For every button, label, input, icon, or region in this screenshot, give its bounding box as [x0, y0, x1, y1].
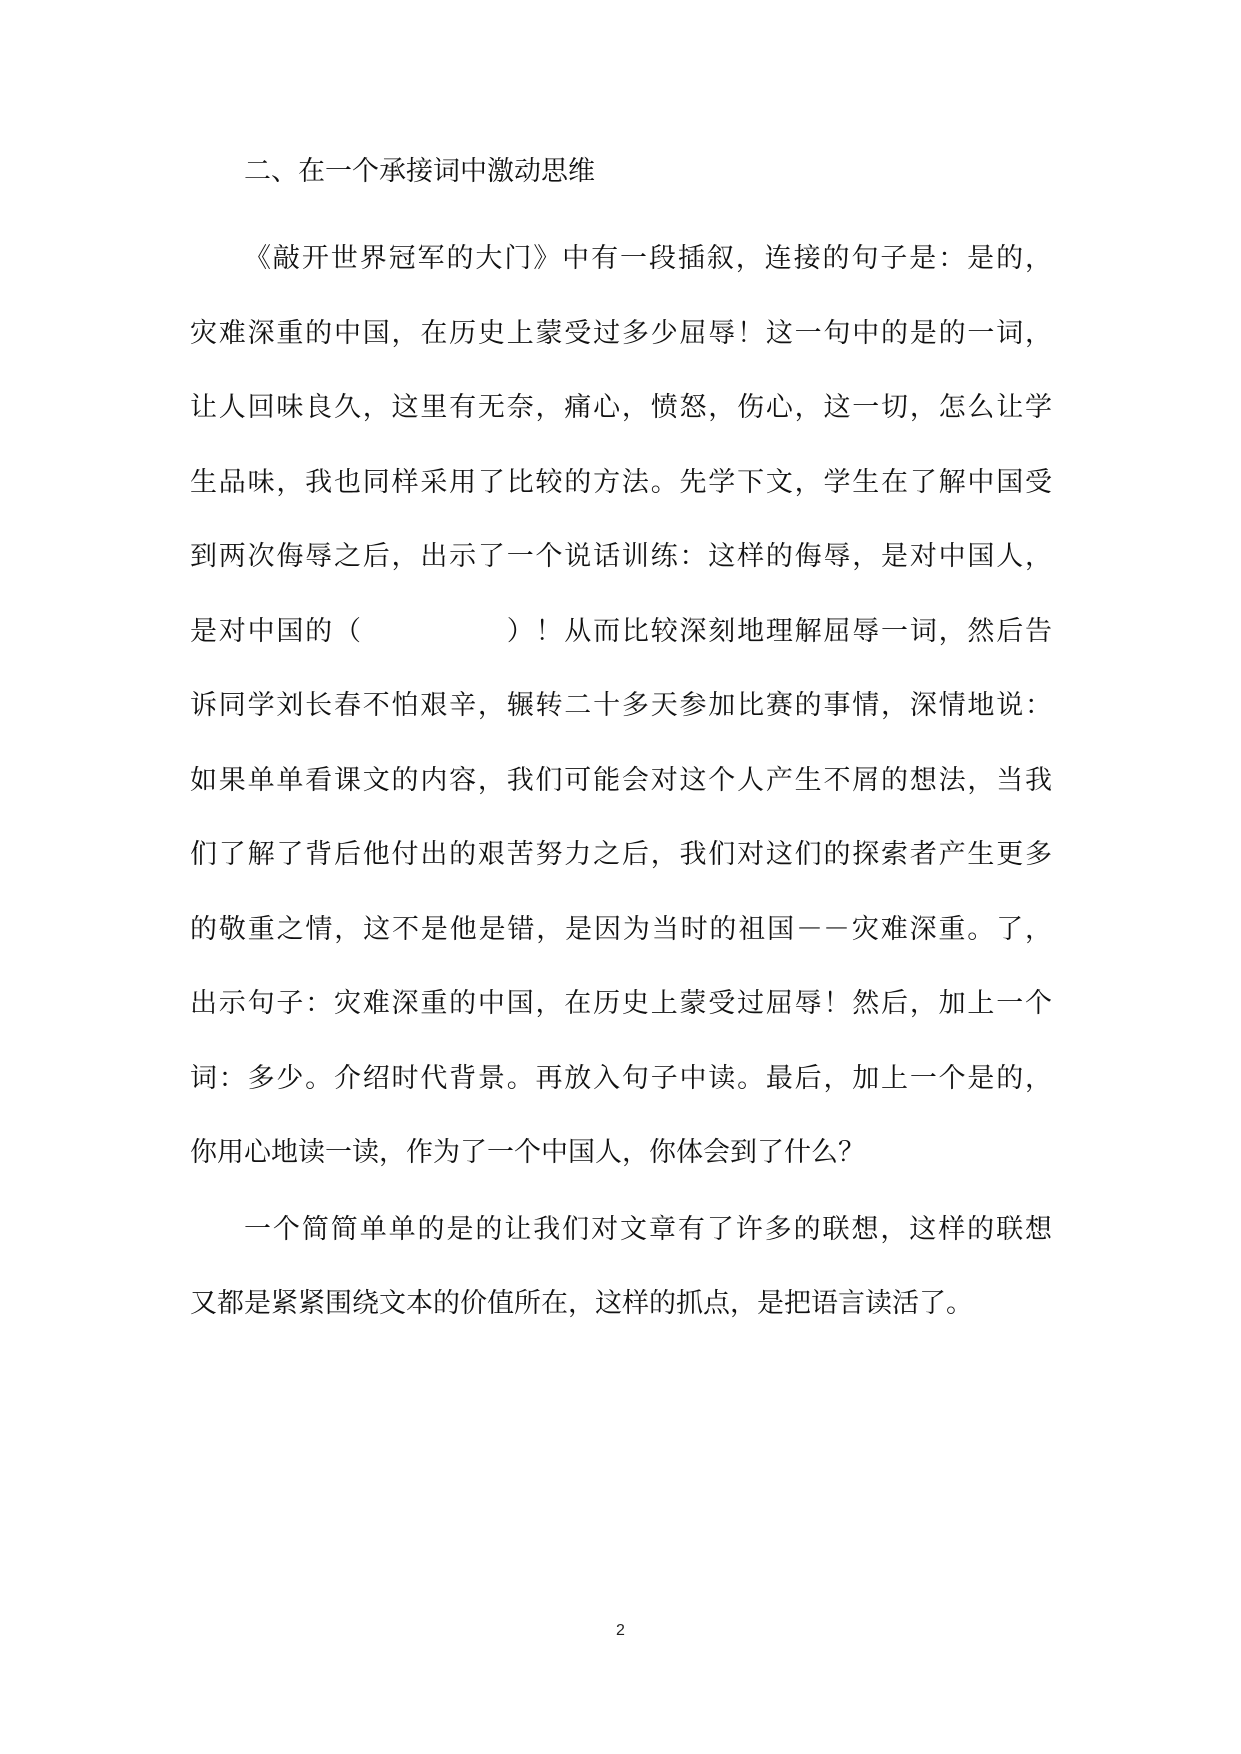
- paragraph-2: [190, 1193, 1052, 1342]
- paragraph-line: 又都是紧紧围绕文本的价值所在，这样的抓点，是把语言读活了。: [190, 1288, 973, 1319]
- document-body: [190, 148, 1052, 1342]
- paragraph-line: 《敲开世界冠军的大门》中有一段插叙，连接的句子是：是的，: [244, 243, 1052, 274]
- paragraph-line: 出示句子：灾难深重的中国，在历史上蒙受过屈辱！然后，加上一个: [190, 988, 1052, 1019]
- paragraph-line: 是对中国的（ ）！从而比较深刻地理解屈辱一词，然后告: [190, 615, 1052, 647]
- paragraph-line: 你用心地读一读，作为了一个中国人，你体会到了什么？: [190, 1137, 865, 1168]
- paragraph-line: 如果单单看课文的内容，我们可能会对这个人产生不屑的想法，当我: [190, 764, 1052, 796]
- paragraph-line: 生品味，我也同样采用了比较的方法。先学下文，学生在了解中国受: [190, 466, 1052, 498]
- paragraph-line: 的敬重之情，这不是他是错，是因为当时的祖国－－灾难深重。了，: [190, 913, 1052, 945]
- paragraph-1: [190, 222, 1052, 1191]
- paragraph-line: 诉同学刘长春不怕艰辛，辗转二十多天参加比赛的事情，深情地说：: [190, 690, 1052, 721]
- paragraph-line: 一个简简单单的是的让我们对文章有了许多的联想，这样的联想: [244, 1213, 1052, 1245]
- paragraph-line: 到两次侮辱之后，出示了一个说话训练：这样的侮辱，是对中国人，: [190, 541, 1052, 572]
- paragraph-line: 们了解了背后他付出的艰苦努力之后，我们对这们的探索者产生更多: [190, 839, 1052, 870]
- page-number: 2: [616, 1622, 625, 1639]
- paragraph-line: 词：多少。介绍时代背景。再放入句子中读。最后，加上一个是的，: [190, 1062, 1052, 1094]
- section-heading: 二、在一个承接词中激动思维: [244, 156, 595, 187]
- paragraph-line: 灾难深重的中国，在历史上蒙受过多少屈辱！这一句中的是的一词，: [190, 317, 1052, 349]
- paragraph-line: 让人回味良久，这里有无奈，痛心，愤怒，伤心，这一切，怎么让学: [190, 392, 1052, 423]
